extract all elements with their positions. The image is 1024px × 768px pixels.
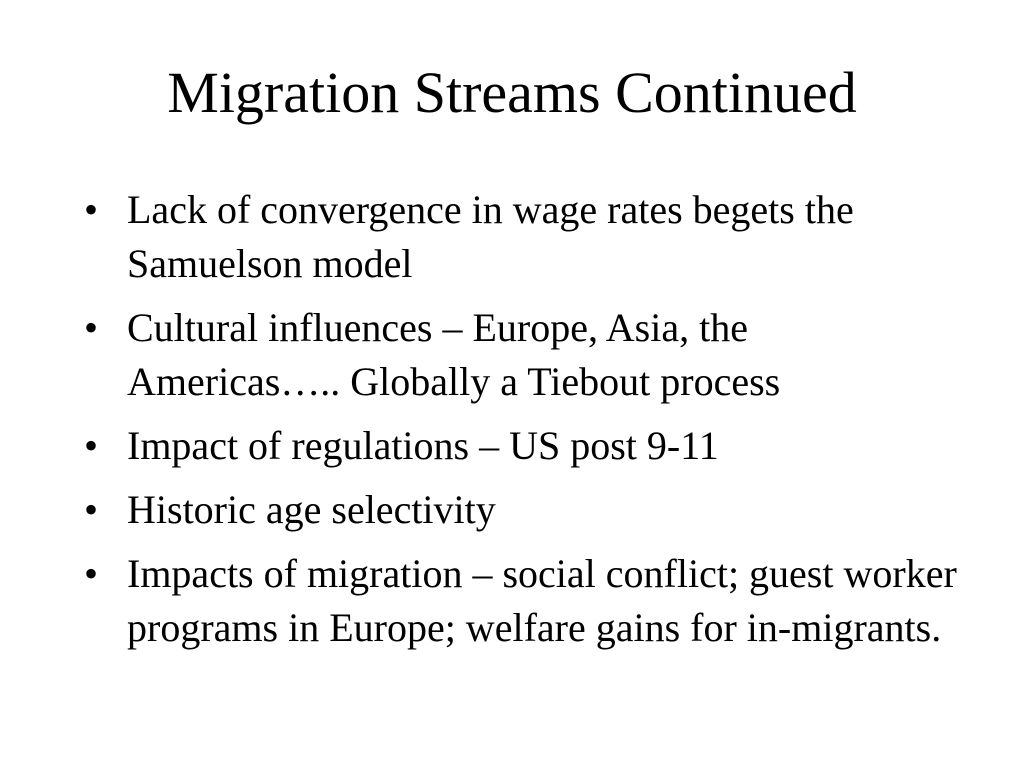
bullet-list	[84, 183, 964, 665]
bullet-text: Historic age selectivity	[127, 487, 496, 532]
bullet-icon: •	[84, 551, 99, 596]
bullet-text: Impacts of migration – social conflict; guest worker programs in Europe; welfare gains for in-migrants.	[127, 551, 957, 650]
bullet-icon: •	[84, 423, 99, 468]
bullet-item-impacts	[84, 547, 964, 655]
bullet-item-regulations	[84, 419, 964, 473]
bullet-icon: •	[84, 305, 99, 350]
bullet-text: Impact of regulations – US post 9-11	[127, 423, 719, 468]
slide-title: Migration Streams Continued	[167, 60, 857, 125]
bullet-item-age-selectivity	[84, 483, 964, 537]
bullet-text: Lack of convergence in wage rates begets the Samuelson model	[127, 187, 854, 286]
bullet-item-wage-convergence	[84, 183, 964, 291]
bullet-item-cultural-influences	[84, 301, 964, 409]
bullet-icon: •	[84, 187, 99, 232]
bullet-icon: •	[84, 487, 99, 532]
bullet-text: Cultural influences – Europe, Asia, the Americas….. Globally a Tiebout process	[127, 305, 781, 404]
